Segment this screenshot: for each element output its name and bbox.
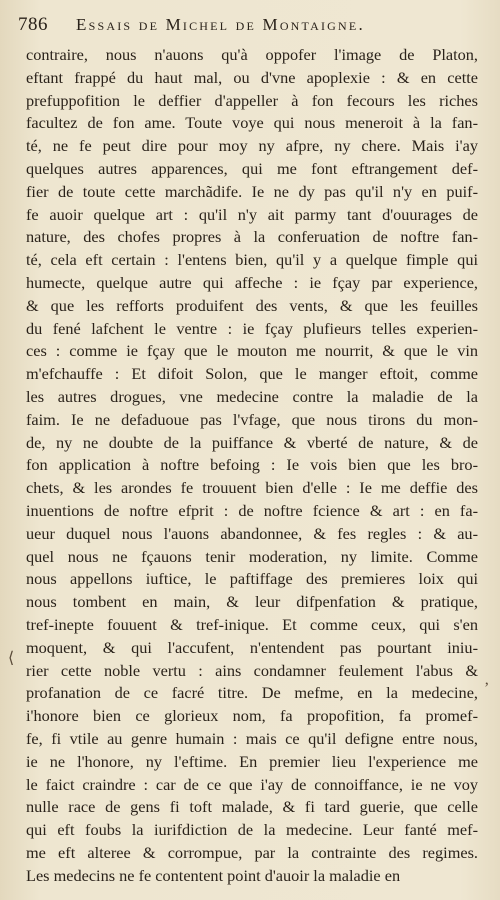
- text-line: de, ny ne doubte de la puiffance & vberté de nature, & de: [26, 432, 478, 452]
- text-line: moquent, & qui l'accufent, n'entendent pas pourtant iniu-: [26, 637, 478, 657]
- text-line: fier de toute cette marchãdife. Ie ne dy pas qu'il n'y en puif-: [26, 181, 478, 201]
- text-line: qui eft foubs la iurifdiction de la medecine. Leur fanté mef-: [26, 820, 478, 840]
- text-line: contraire, nous n'auons qu'à oppofer l'image de Platon,: [26, 45, 478, 64]
- body-text: [26, 44, 478, 887]
- text-line: nous appellons iuftice, le paftiffage des premieres loix qui: [26, 569, 478, 589]
- text-line: nulle race de gens fi toft malade, & fi tard guerie, que celle: [26, 797, 478, 817]
- text-line: le faict craindre : car de ce que i'ay de connoiffance, ie ne voy: [26, 774, 478, 794]
- text-line: du fené lafchent le ventre : ie fçay plufieurs telles experien-: [26, 318, 478, 338]
- text-line: humecte, quelque autre qui affeche : ie fçay par experience,: [26, 272, 478, 292]
- text-line: Les medecins ne fe contentent point d'auoir la maladie en: [26, 865, 401, 885]
- running-head: Essais de Michel de Montaigne.: [76, 15, 365, 34]
- text-line: té, cela eft certain : l'entens bien, qu'il y a quelque fimple qui: [26, 250, 478, 270]
- text-line: les autres drogues, vne medecine contre la maladie de la: [26, 386, 478, 406]
- text-line: fe auoir quelque art : qu'il n'y ait parmy tant d'ouurages de: [26, 204, 478, 224]
- page-header: [18, 14, 488, 38]
- text-line: ie ne l'honore, ny l'eftime. En premier lieu l'experience me: [26, 751, 478, 771]
- text-line: inuentions de noftre efprit : de noftre fcience & art : en fa-: [26, 500, 478, 520]
- text-line: ces : comme ie fçay que le mouton me nourrit, & que le vin: [26, 341, 478, 361]
- margin-bracket-mark: ⟨: [8, 650, 15, 667]
- margin-mark-right: ʼ: [484, 680, 490, 697]
- page-number: 786: [18, 14, 48, 35]
- text-line: me eft alteree & corrompue, par la contrainte des regimes.: [26, 842, 478, 862]
- text-line: nature, des chofes propres à la conferuation de noftre fan-: [26, 227, 478, 247]
- text-line: & que les refforts produifent des vents, & que les feuilles: [26, 295, 478, 315]
- text-line: tref-inepte fouuent & tref-inique. Et comme ceux, qui s'en: [26, 614, 478, 634]
- text-line: chets, & les arondes fe trouuent bien d'elle : Ie me deffie des: [26, 478, 478, 498]
- text-line: m'efchauffe : Et difoit Solon, que le manger eftoit, comme: [26, 364, 478, 384]
- text-line: faim. Ie ne defaduoue pas l'vfage, que nous tirons du mon-: [26, 409, 478, 429]
- text-line: fon application à noftre befoing : Ie vois bien que les bro-: [26, 455, 478, 475]
- text-line: té, ne fe peut dire pour moy ny afpre, ny chere. Mais i'ay: [26, 136, 478, 156]
- text-line: rier cette noble vertu : ains condamner feulement l'abus &: [26, 660, 478, 680]
- text-line: eftant frappé du haut mal, ou d'vne apoplexie : & en cette: [26, 67, 478, 87]
- text-line: ueur duquel nous l'auons abandonnee, & fes regles : & au-: [26, 523, 478, 543]
- text-line: quel nous ne fçauons tenir moderation, ny limite. Comme: [26, 546, 478, 566]
- text-line: facultez de fon ame. Toute voye qui nous meneroit à la fan-: [26, 113, 478, 133]
- text-line: fe, fi vtile au genre humain : mais ce qu'il defigne entre nous,: [26, 728, 478, 748]
- text-line: prefuppofition le deffier d'appeller à fon fecours les riches: [26, 90, 478, 110]
- text-line: quelques autres apparences, qui me font eftrangement def-: [26, 158, 478, 178]
- text-line: i'honore bien ce glorieux nom, fa propofition, fa promef-: [26, 706, 478, 726]
- text-line: profanation de ce facré titre. De mefme, en la medecine,: [26, 683, 478, 703]
- text-line: nous tombent en main, & leur difpenfation & pratique,: [26, 592, 478, 612]
